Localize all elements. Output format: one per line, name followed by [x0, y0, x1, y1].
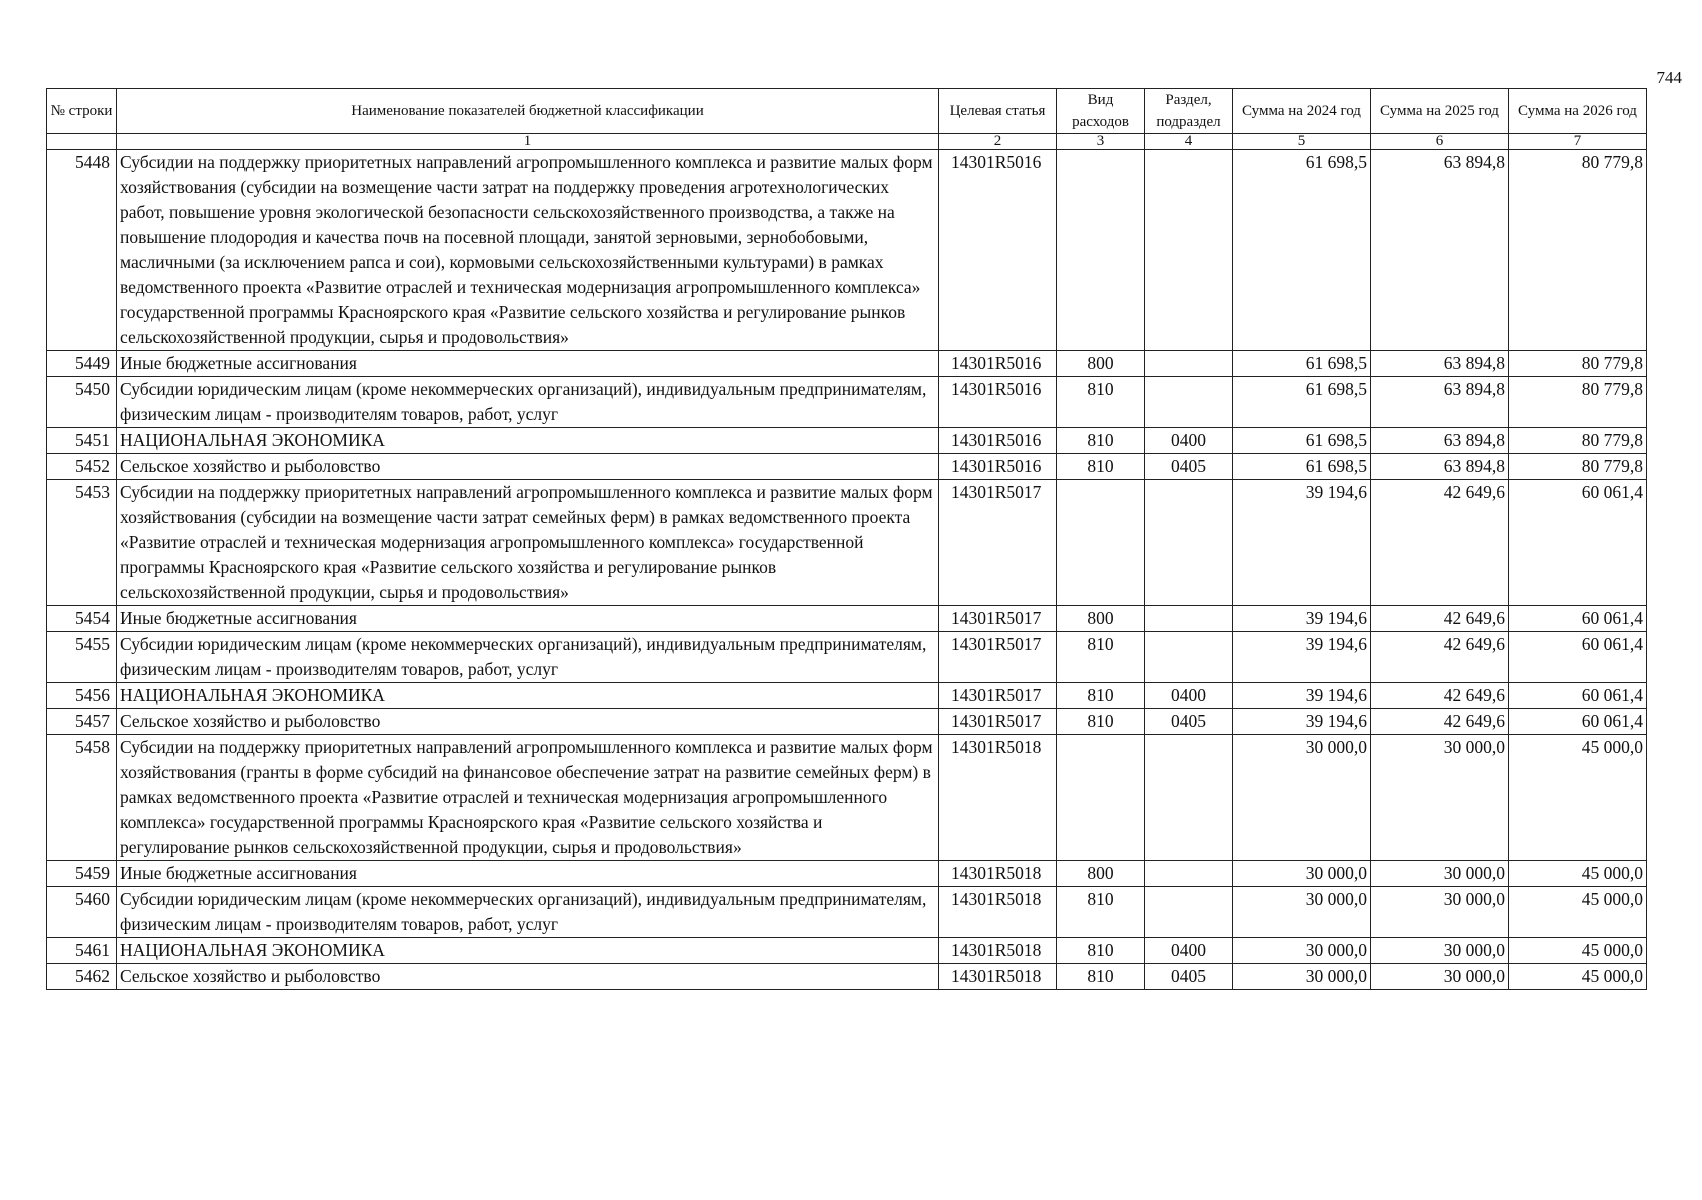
- target-article-cell: 14301R5016: [939, 428, 1057, 454]
- expense-type-cell: 810: [1057, 938, 1145, 964]
- table-row: [47, 480, 1647, 606]
- target-article-cell: 14301R5016: [939, 377, 1057, 428]
- header-sum-2024: Сумма на 2024 год: [1233, 89, 1371, 134]
- section-cell: [1145, 606, 1233, 632]
- table-row: [47, 351, 1647, 377]
- table-row: [47, 150, 1647, 351]
- header-name: Наименование показателей бюджетной классификации: [117, 89, 939, 134]
- sum-2024-cell: 61 698,5: [1233, 351, 1371, 377]
- sum-2025-cell: 42 649,6: [1371, 683, 1509, 709]
- row-number-cell: 5451: [47, 428, 117, 454]
- expense-type-cell: 810: [1057, 709, 1145, 735]
- sum-2025-cell: 63 894,8: [1371, 454, 1509, 480]
- sum-2025-cell: 30 000,0: [1371, 861, 1509, 887]
- sum-2026-cell: 45 000,0: [1509, 964, 1647, 990]
- sum-2025-cell: 42 649,6: [1371, 480, 1509, 606]
- row-number-cell: 5449: [47, 351, 117, 377]
- row-number-cell: 5457: [47, 709, 117, 735]
- target-article-cell: 14301R5017: [939, 683, 1057, 709]
- indicator-name-cell: Иные бюджетные ассигнования: [117, 351, 939, 377]
- sum-2025-cell: 42 649,6: [1371, 632, 1509, 683]
- indicator-name-cell: НАЦИОНАЛЬНАЯ ЭКОНОМИКА: [117, 428, 939, 454]
- table-row: [47, 377, 1647, 428]
- table-body: [47, 150, 1647, 990]
- section-cell: 0405: [1145, 454, 1233, 480]
- sum-2025-cell: 63 894,8: [1371, 377, 1509, 428]
- indicator-name-cell: НАЦИОНАЛЬНАЯ ЭКОНОМИКА: [117, 683, 939, 709]
- header-row-no: № строки: [47, 89, 117, 134]
- row-number-cell: 5452: [47, 454, 117, 480]
- sum-2026-cell: 60 061,4: [1509, 480, 1647, 606]
- row-number-cell: 5454: [47, 606, 117, 632]
- section-cell: [1145, 632, 1233, 683]
- section-cell: [1145, 735, 1233, 861]
- sum-2026-cell: 80 779,8: [1509, 428, 1647, 454]
- expense-type-cell: [1057, 150, 1145, 351]
- sum-2026-cell: 80 779,8: [1509, 377, 1647, 428]
- sum-2026-cell: 45 000,0: [1509, 861, 1647, 887]
- sum-2024-cell: 61 698,5: [1233, 150, 1371, 351]
- target-article-cell: 14301R5018: [939, 964, 1057, 990]
- row-number-cell: 5461: [47, 938, 117, 964]
- sum-2024-cell: 30 000,0: [1233, 887, 1371, 938]
- table-row: [47, 964, 1647, 990]
- indicator-name-cell: Субсидии на поддержку приоритетных направлений агропромышленного комплекса и развитие малых форм хозяйствования (субсидии на возмещение части затрат на поддержку проведения агротехнологических работ, повышение уровня экологической безопасности сельскохозяйственного производства, а также на повышение плодородия и качества почв на посевной площади, занятой зерновыми, зернобобовыми, масличными (за исключением рапса и сои), кормовыми сельскохозяйственными культурами) в рамках ведомственного проекта «Развитие отраслей и техническая модернизация агропромышленного комплекса» государственной программы Красноярского края «Развитие сельского хозяйства и регулирование рынков сельскохозяйственной продукции, сырья и продовольствия»: [117, 150, 939, 351]
- table-row: [47, 428, 1647, 454]
- column-number-blank: [47, 134, 117, 150]
- expense-type-cell: 810: [1057, 887, 1145, 938]
- section-cell: [1145, 887, 1233, 938]
- sum-2024-cell: 61 698,5: [1233, 454, 1371, 480]
- target-article-cell: 14301R5017: [939, 632, 1057, 683]
- sum-2024-cell: 30 000,0: [1233, 938, 1371, 964]
- column-number-row: [47, 134, 1647, 150]
- target-article-cell: 14301R5018: [939, 938, 1057, 964]
- header-sum-2025: Сумма на 2025 год: [1371, 89, 1509, 134]
- sum-2025-cell: 30 000,0: [1371, 938, 1509, 964]
- sum-2024-cell: 39 194,6: [1233, 683, 1371, 709]
- sum-2026-cell: 45 000,0: [1509, 887, 1647, 938]
- column-number: 2: [939, 134, 1057, 150]
- header-sum-2026: Сумма на 2026 год: [1509, 89, 1647, 134]
- column-number: 7: [1509, 134, 1647, 150]
- target-article-cell: 14301R5017: [939, 709, 1057, 735]
- expense-type-cell: 810: [1057, 377, 1145, 428]
- expense-type-cell: 800: [1057, 351, 1145, 377]
- table-row: [47, 606, 1647, 632]
- indicator-name-cell: Иные бюджетные ассигнования: [117, 861, 939, 887]
- sum-2025-cell: 30 000,0: [1371, 735, 1509, 861]
- row-number-cell: 5462: [47, 964, 117, 990]
- row-number-cell: 5448: [47, 150, 117, 351]
- table-row: [47, 735, 1647, 861]
- row-number-cell: 5453: [47, 480, 117, 606]
- column-number: 6: [1371, 134, 1509, 150]
- section-cell: 0405: [1145, 709, 1233, 735]
- expense-type-cell: 800: [1057, 606, 1145, 632]
- indicator-name-cell: Иные бюджетные ассигнования: [117, 606, 939, 632]
- section-cell: 0400: [1145, 683, 1233, 709]
- expense-type-cell: [1057, 735, 1145, 861]
- table-row: [47, 887, 1647, 938]
- row-number-cell: 5456: [47, 683, 117, 709]
- sum-2025-cell: 63 894,8: [1371, 351, 1509, 377]
- column-number: 3: [1057, 134, 1145, 150]
- table-row: [47, 683, 1647, 709]
- column-number: 1: [117, 134, 939, 150]
- column-number: 4: [1145, 134, 1233, 150]
- target-article-cell: 14301R5018: [939, 861, 1057, 887]
- table-row: [47, 632, 1647, 683]
- header-expense-type: Вид расходов: [1057, 89, 1145, 134]
- sum-2026-cell: 80 779,8: [1509, 454, 1647, 480]
- header-row: [47, 89, 1647, 134]
- expense-type-cell: 810: [1057, 428, 1145, 454]
- expense-type-cell: 810: [1057, 964, 1145, 990]
- sum-2024-cell: 61 698,5: [1233, 377, 1371, 428]
- table-row: [47, 709, 1647, 735]
- sum-2026-cell: 60 061,4: [1509, 632, 1647, 683]
- sum-2024-cell: 39 194,6: [1233, 632, 1371, 683]
- sum-2025-cell: 30 000,0: [1371, 964, 1509, 990]
- sum-2024-cell: 30 000,0: [1233, 861, 1371, 887]
- section-cell: [1145, 480, 1233, 606]
- target-article-cell: 14301R5017: [939, 606, 1057, 632]
- sum-2026-cell: 60 061,4: [1509, 683, 1647, 709]
- table-row: [47, 454, 1647, 480]
- sum-2024-cell: 39 194,6: [1233, 709, 1371, 735]
- expense-type-cell: 810: [1057, 454, 1145, 480]
- column-number: 5: [1233, 134, 1371, 150]
- sum-2026-cell: 80 779,8: [1509, 150, 1647, 351]
- target-article-cell: 14301R5018: [939, 887, 1057, 938]
- section-cell: [1145, 861, 1233, 887]
- indicator-name-cell: Сельское хозяйство и рыболовство: [117, 454, 939, 480]
- target-article-cell: 14301R5016: [939, 150, 1057, 351]
- table-row: [47, 861, 1647, 887]
- sum-2024-cell: 30 000,0: [1233, 735, 1371, 861]
- page-number: 744: [1656, 68, 1682, 87]
- sum-2024-cell: 39 194,6: [1233, 606, 1371, 632]
- sum-2025-cell: 42 649,6: [1371, 606, 1509, 632]
- indicator-name-cell: Субсидии на поддержку приоритетных направлений агропромышленного комплекса и развитие малых форм хозяйствования (гранты в форме субсидий на финансовое обеспечение затрат на развитие семейных ферм) в рамках ведомственного проекта «Развитие отраслей и техническая модернизация агропромышленного комплекса» государственной программы Красноярского края «Развитие сельского хозяйства и регулирование рынков сельскохозяйственной продукции, сырья и продовольствия»: [117, 735, 939, 861]
- section-cell: 0400: [1145, 428, 1233, 454]
- target-article-cell: 14301R5017: [939, 480, 1057, 606]
- expense-type-cell: 810: [1057, 683, 1145, 709]
- sum-2025-cell: 30 000,0: [1371, 887, 1509, 938]
- indicator-name-cell: НАЦИОНАЛЬНАЯ ЭКОНОМИКА: [117, 938, 939, 964]
- row-number-cell: 5450: [47, 377, 117, 428]
- expense-type-cell: 810: [1057, 632, 1145, 683]
- expense-type-cell: 800: [1057, 861, 1145, 887]
- header-target: Целевая статья: [939, 89, 1057, 134]
- row-number-cell: 5459: [47, 861, 117, 887]
- sum-2026-cell: 60 061,4: [1509, 606, 1647, 632]
- indicator-name-cell: Субсидии юридическим лицам (кроме некоммерческих организаций), индивидуальным предпринимателям, физическим лицам - производителям товаров, работ, услуг: [117, 377, 939, 428]
- indicator-name-cell: Сельское хозяйство и рыболовство: [117, 964, 939, 990]
- header-section: Раздел, подраздел: [1145, 89, 1233, 134]
- indicator-name-cell: Субсидии на поддержку приоритетных направлений агропромышленного комплекса и развитие малых форм хозяйствования (субсидии на возмещение части затрат семейных ферм) в рамках ведомственного проекта «Развитие отраслей и техническая модернизация агропромышленного комплекса» государственной программы Красноярского края «Развитие сельского хозяйства и регулирование рынков сельскохозяйственной продукции, сырья и продовольствия»: [117, 480, 939, 606]
- section-cell: [1145, 150, 1233, 351]
- sum-2026-cell: 45 000,0: [1509, 735, 1647, 861]
- section-cell: 0405: [1145, 964, 1233, 990]
- sum-2025-cell: 42 649,6: [1371, 709, 1509, 735]
- table-row: [47, 938, 1647, 964]
- target-article-cell: 14301R5016: [939, 351, 1057, 377]
- sum-2024-cell: 39 194,6: [1233, 480, 1371, 606]
- row-number-cell: 5458: [47, 735, 117, 861]
- sum-2026-cell: 45 000,0: [1509, 938, 1647, 964]
- sum-2026-cell: 60 061,4: [1509, 709, 1647, 735]
- section-cell: [1145, 351, 1233, 377]
- row-number-cell: 5455: [47, 632, 117, 683]
- sum-2024-cell: 30 000,0: [1233, 964, 1371, 990]
- section-cell: 0400: [1145, 938, 1233, 964]
- target-article-cell: 14301R5016: [939, 454, 1057, 480]
- row-number-cell: 5460: [47, 887, 117, 938]
- indicator-name-cell: Субсидии юридическим лицам (кроме некоммерческих организаций), индивидуальным предпринимателям, физическим лицам - производителям товаров, работ, услуг: [117, 887, 939, 938]
- sum-2024-cell: 61 698,5: [1233, 428, 1371, 454]
- indicator-name-cell: Сельское хозяйство и рыболовство: [117, 709, 939, 735]
- target-article-cell: 14301R5018: [939, 735, 1057, 861]
- budget-table: [46, 88, 1647, 990]
- indicator-name-cell: Субсидии юридическим лицам (кроме некоммерческих организаций), индивидуальным предпринимателям, физическим лицам - производителям товаров, работ, услуг: [117, 632, 939, 683]
- sum-2026-cell: 80 779,8: [1509, 351, 1647, 377]
- expense-type-cell: [1057, 480, 1145, 606]
- sum-2025-cell: 63 894,8: [1371, 150, 1509, 351]
- section-cell: [1145, 377, 1233, 428]
- sum-2025-cell: 63 894,8: [1371, 428, 1509, 454]
